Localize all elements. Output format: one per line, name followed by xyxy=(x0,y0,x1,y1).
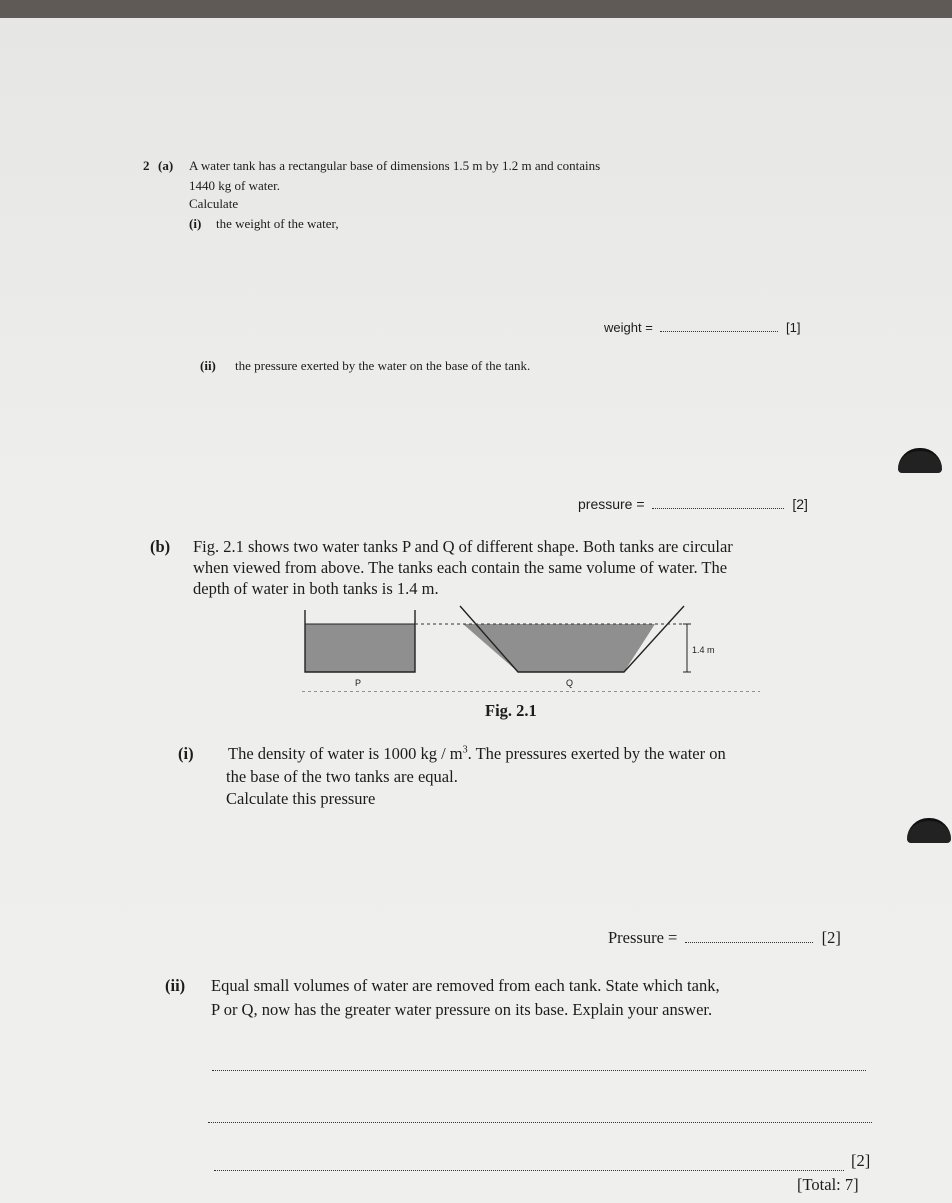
part-a-i-text: the weight of the water, xyxy=(216,216,339,231)
tank-p-label: P xyxy=(355,678,362,688)
part-b-i-line1-before: The density of water is 1000 kg / m xyxy=(228,744,463,763)
weight-answer xyxy=(604,320,801,335)
answer-line-3[interactable] xyxy=(214,1170,844,1171)
punch-hole-bottom xyxy=(907,818,951,843)
exam-paper xyxy=(0,18,952,1203)
part-b-ii-line2: P or Q, now has the greater water pressure on its base. Explain your answer. xyxy=(211,1000,713,1019)
part-a-ii-label: (ii) xyxy=(200,358,216,373)
tank-q-water xyxy=(463,624,655,672)
part-a-text-line2: 1440 kg of water. xyxy=(189,178,280,193)
part-b-line2: when viewed from above. The tanks each contain the same volume of water. The xyxy=(193,558,728,577)
pressure-answer-b-line[interactable] xyxy=(685,942,813,943)
part-b-label: (b) xyxy=(150,537,171,556)
figure-caption: Fig. 2.1 xyxy=(485,701,537,720)
total-marks: [Total: 7] xyxy=(797,1175,859,1194)
question-number: 2 xyxy=(143,158,150,173)
pressure-a-marks: [2] xyxy=(792,496,808,512)
part-b-ii-label: (ii) xyxy=(165,976,186,995)
pressure-answer-a-label: pressure = xyxy=(578,496,645,512)
depth-label: 1.4 m xyxy=(692,645,715,655)
pressure-answer-a xyxy=(578,496,808,512)
part-a-i-label: (i) xyxy=(189,216,202,231)
answer-line-2[interactable] xyxy=(208,1122,872,1123)
punch-hole-top xyxy=(898,448,942,473)
part-a-label: (a) xyxy=(158,158,174,173)
part-b-ii-line1: Equal small volumes of water are removed from each tank. State which tank, xyxy=(211,976,720,995)
part-b-i-line2: the base of the two tanks are equal. xyxy=(226,767,458,786)
part-b-i-line1 xyxy=(228,744,726,764)
pressure-answer-b-label: Pressure = xyxy=(608,928,678,947)
part-a-text-line1: A water tank has a rectangular base of dimensions 1.5 m by 1.2 m and contains xyxy=(189,158,601,173)
weight-marks: [1] xyxy=(786,320,801,335)
pressure-answer-b xyxy=(608,928,841,948)
tank-p-water xyxy=(305,624,415,672)
tank-q-label: Q xyxy=(566,678,574,688)
part-a-ii-text: the pressure exerted by the water on the base of the tank. xyxy=(235,358,531,373)
part-b-i-line3: Calculate this pressure xyxy=(226,789,376,808)
part-b-i-label: (i) xyxy=(178,744,194,763)
weight-answer-label: weight = xyxy=(604,320,653,335)
part-b-line3: depth of water in both tanks is 1.4 m. xyxy=(193,579,439,598)
weight-answer-line[interactable] xyxy=(660,331,778,332)
part-b-ii-marks: [2] xyxy=(851,1151,871,1170)
part-b-i-line1-after: . The pressures exerted by the water on xyxy=(467,744,726,763)
calculate-label: Calculate xyxy=(189,196,239,211)
part-b-line1: Fig. 2.1 shows two water tanks P and Q of different shape. Both tanks are circular xyxy=(193,537,733,556)
pressure-answer-a-line[interactable] xyxy=(652,508,784,509)
answer-line-1[interactable] xyxy=(212,1070,866,1071)
part-b-i-line1-sup: 3 xyxy=(462,744,468,756)
pressure-b-marks: [2] xyxy=(821,928,841,947)
